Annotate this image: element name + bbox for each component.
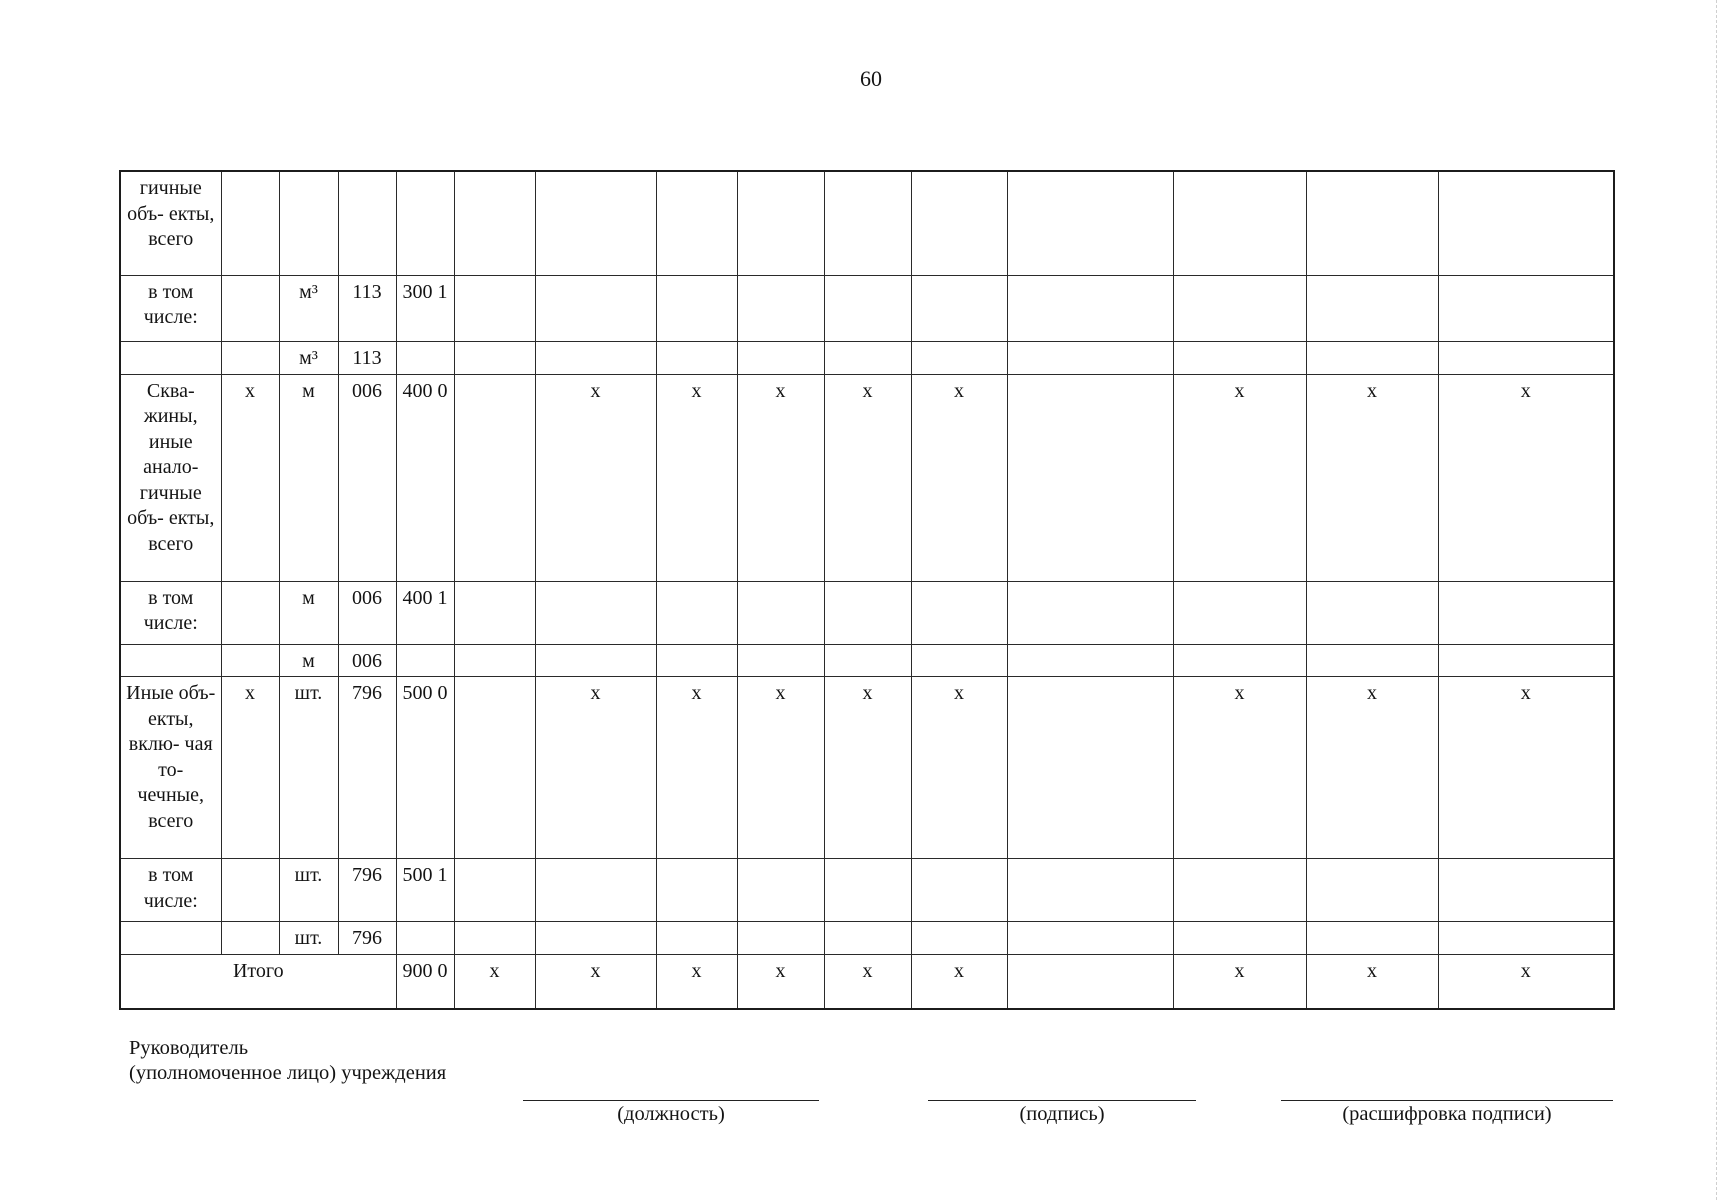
total-cell: х [656, 954, 737, 1009]
table-cell [824, 644, 911, 677]
table-cell [221, 859, 279, 922]
table-cell [656, 581, 737, 644]
table-cell [454, 677, 535, 859]
table-row [120, 341, 1614, 374]
row-name-cell [120, 644, 221, 677]
table-cell [1438, 581, 1614, 644]
row-name-cell: гичные объ- екты, всего [120, 171, 221, 275]
table-cell [535, 275, 656, 341]
table-cell [737, 581, 824, 644]
table-cell [338, 171, 396, 275]
report-table [119, 170, 1615, 1010]
table-cell [656, 644, 737, 677]
table-row [120, 171, 1614, 275]
table-cell [221, 275, 279, 341]
table-cell: х [1173, 677, 1306, 859]
table-cell: х [1438, 677, 1614, 859]
table-cell: х [1438, 374, 1614, 581]
table-cell [454, 644, 535, 677]
total-row [120, 954, 1614, 1009]
table-cell: 796 [338, 859, 396, 922]
table-cell [1438, 171, 1614, 275]
table-cell: м³ [279, 341, 338, 374]
table-cell [454, 171, 535, 275]
table-cell: х [535, 374, 656, 581]
total-cell: х [824, 954, 911, 1009]
table-cell [454, 341, 535, 374]
table-cell [824, 341, 911, 374]
table-row [120, 275, 1614, 341]
table-cell [1007, 581, 1173, 644]
table-cell [1007, 644, 1173, 677]
table-cell: х [221, 677, 279, 859]
total-cell: х [911, 954, 1007, 1009]
table-cell [911, 275, 1007, 341]
table-cell: 300 1 [396, 275, 454, 341]
table-cell [221, 922, 279, 955]
table-cell: 500 1 [396, 859, 454, 922]
total-cell: х [535, 954, 656, 1009]
total-cell: х [1173, 954, 1306, 1009]
table-cell [1306, 171, 1438, 275]
table-cell [1173, 922, 1306, 955]
signature-line [928, 1100, 1196, 1101]
table-cell: 113 [338, 275, 396, 341]
table-cell [221, 341, 279, 374]
table-cell: х [1306, 374, 1438, 581]
table-cell [1173, 171, 1306, 275]
total-label: Итого [120, 954, 396, 1009]
signature-caption: (подпись) [1019, 1103, 1105, 1125]
head-title-line1: Руководитель [129, 1037, 249, 1059]
total-cell [1007, 954, 1173, 1009]
decryption-caption: (расшифровка подписи) [1342, 1103, 1552, 1125]
table-cell [824, 275, 911, 341]
table-cell [911, 644, 1007, 677]
table-cell [1306, 922, 1438, 955]
scan-edge [1715, 0, 1717, 1200]
table-row [120, 581, 1614, 644]
position-line [523, 1100, 819, 1101]
table-cell [911, 581, 1007, 644]
table-cell [656, 341, 737, 374]
table-cell [1173, 581, 1306, 644]
table-cell [221, 644, 279, 677]
table-cell: х [1173, 374, 1306, 581]
position-caption: (должность) [617, 1103, 725, 1125]
table-cell [221, 581, 279, 644]
table-body [120, 171, 1614, 1009]
table-cell: х [737, 374, 824, 581]
table-cell: 796 [338, 922, 396, 955]
table-cell: шт. [279, 922, 338, 955]
table-cell: 400 0 [396, 374, 454, 581]
table-cell [1438, 922, 1614, 955]
table-cell [824, 859, 911, 922]
table-cell: 006 [338, 644, 396, 677]
table-cell [1007, 859, 1173, 922]
total-cell: х [1438, 954, 1614, 1009]
table-cell: 796 [338, 677, 396, 859]
table-cell: х [824, 374, 911, 581]
row-name-cell [120, 341, 221, 374]
table-cell [279, 171, 338, 275]
table-cell [911, 341, 1007, 374]
table-cell [454, 374, 535, 581]
table-cell: х [221, 374, 279, 581]
table-cell: х [1306, 677, 1438, 859]
table-cell [656, 275, 737, 341]
table-cell [656, 859, 737, 922]
table-row [120, 859, 1614, 922]
table-cell: шт. [279, 859, 338, 922]
table-cell [737, 171, 824, 275]
table-cell [1306, 859, 1438, 922]
total-cell: х [1306, 954, 1438, 1009]
table-cell [911, 171, 1007, 275]
row-name-cell: в том числе: [120, 581, 221, 644]
table-cell [535, 171, 656, 275]
table-cell [535, 922, 656, 955]
table-cell [1306, 644, 1438, 677]
row-name-cell [120, 922, 221, 955]
table-cell [911, 859, 1007, 922]
table-cell: х [656, 374, 737, 581]
table-cell [737, 859, 824, 922]
page-number: 60 [860, 66, 882, 91]
table-cell: х [911, 677, 1007, 859]
table-cell [911, 922, 1007, 955]
table-cell: х [656, 677, 737, 859]
total-cell: 900 0 [396, 954, 454, 1009]
table-cell [1007, 171, 1173, 275]
table-cell [396, 644, 454, 677]
table-cell: х [824, 677, 911, 859]
table-cell: м [279, 374, 338, 581]
table-cell [1173, 341, 1306, 374]
table-cell: 006 [338, 374, 396, 581]
table-cell [454, 922, 535, 955]
table-cell [221, 171, 279, 275]
table-cell [396, 341, 454, 374]
table-cell [737, 275, 824, 341]
table-cell [824, 171, 911, 275]
total-cell: х [454, 954, 535, 1009]
table-cell [1306, 275, 1438, 341]
table-cell: 006 [338, 581, 396, 644]
table-cell [454, 275, 535, 341]
total-cell: х [737, 954, 824, 1009]
table-row [120, 922, 1614, 955]
table-cell: м³ [279, 275, 338, 341]
table-cell [535, 644, 656, 677]
row-name-cell: Сква- жины, иные анало- гичные объ- екты, всего [120, 374, 221, 581]
table-cell [1007, 922, 1173, 955]
table-cell [535, 581, 656, 644]
table-cell [1007, 677, 1173, 859]
table-cell [454, 581, 535, 644]
table-cell [1306, 581, 1438, 644]
table-cell: м [279, 644, 338, 677]
table-cell [1438, 644, 1614, 677]
table-cell [656, 171, 737, 275]
decryption-line [1281, 1100, 1613, 1101]
table-cell [1306, 341, 1438, 374]
table-cell [1173, 859, 1306, 922]
table-cell: 113 [338, 341, 396, 374]
table-cell: х [535, 677, 656, 859]
table-cell: 500 0 [396, 677, 454, 859]
table-cell [396, 922, 454, 955]
table-cell [1438, 341, 1614, 374]
table-cell [1007, 275, 1173, 341]
table-cell [1007, 341, 1173, 374]
row-name-cell: в том числе: [120, 275, 221, 341]
table-cell [396, 171, 454, 275]
table-cell [1438, 859, 1614, 922]
table-cell: 400 1 [396, 581, 454, 644]
table-cell [737, 341, 824, 374]
row-name-cell: в том числе: [120, 859, 221, 922]
table-cell [1438, 275, 1614, 341]
table-cell [656, 922, 737, 955]
table-row [120, 677, 1614, 859]
table-cell [1007, 374, 1173, 581]
row-name-cell: Иные объ- екты, вклю- чая то- чечные, всего [120, 677, 221, 859]
table-cell: х [911, 374, 1007, 581]
table-cell [454, 859, 535, 922]
table-cell [737, 644, 824, 677]
table-cell [535, 341, 656, 374]
table-cell: х [737, 677, 824, 859]
table-cell [824, 581, 911, 644]
table-cell [737, 922, 824, 955]
table-row [120, 374, 1614, 581]
table-cell: м [279, 581, 338, 644]
table-cell [824, 922, 911, 955]
table-cell: шт. [279, 677, 338, 859]
table-row [120, 644, 1614, 677]
table-cell [535, 859, 656, 922]
head-title-line2: (уполномоченное лицо) учреждения [129, 1062, 447, 1084]
table-cell [1173, 644, 1306, 677]
table-cell [1173, 275, 1306, 341]
